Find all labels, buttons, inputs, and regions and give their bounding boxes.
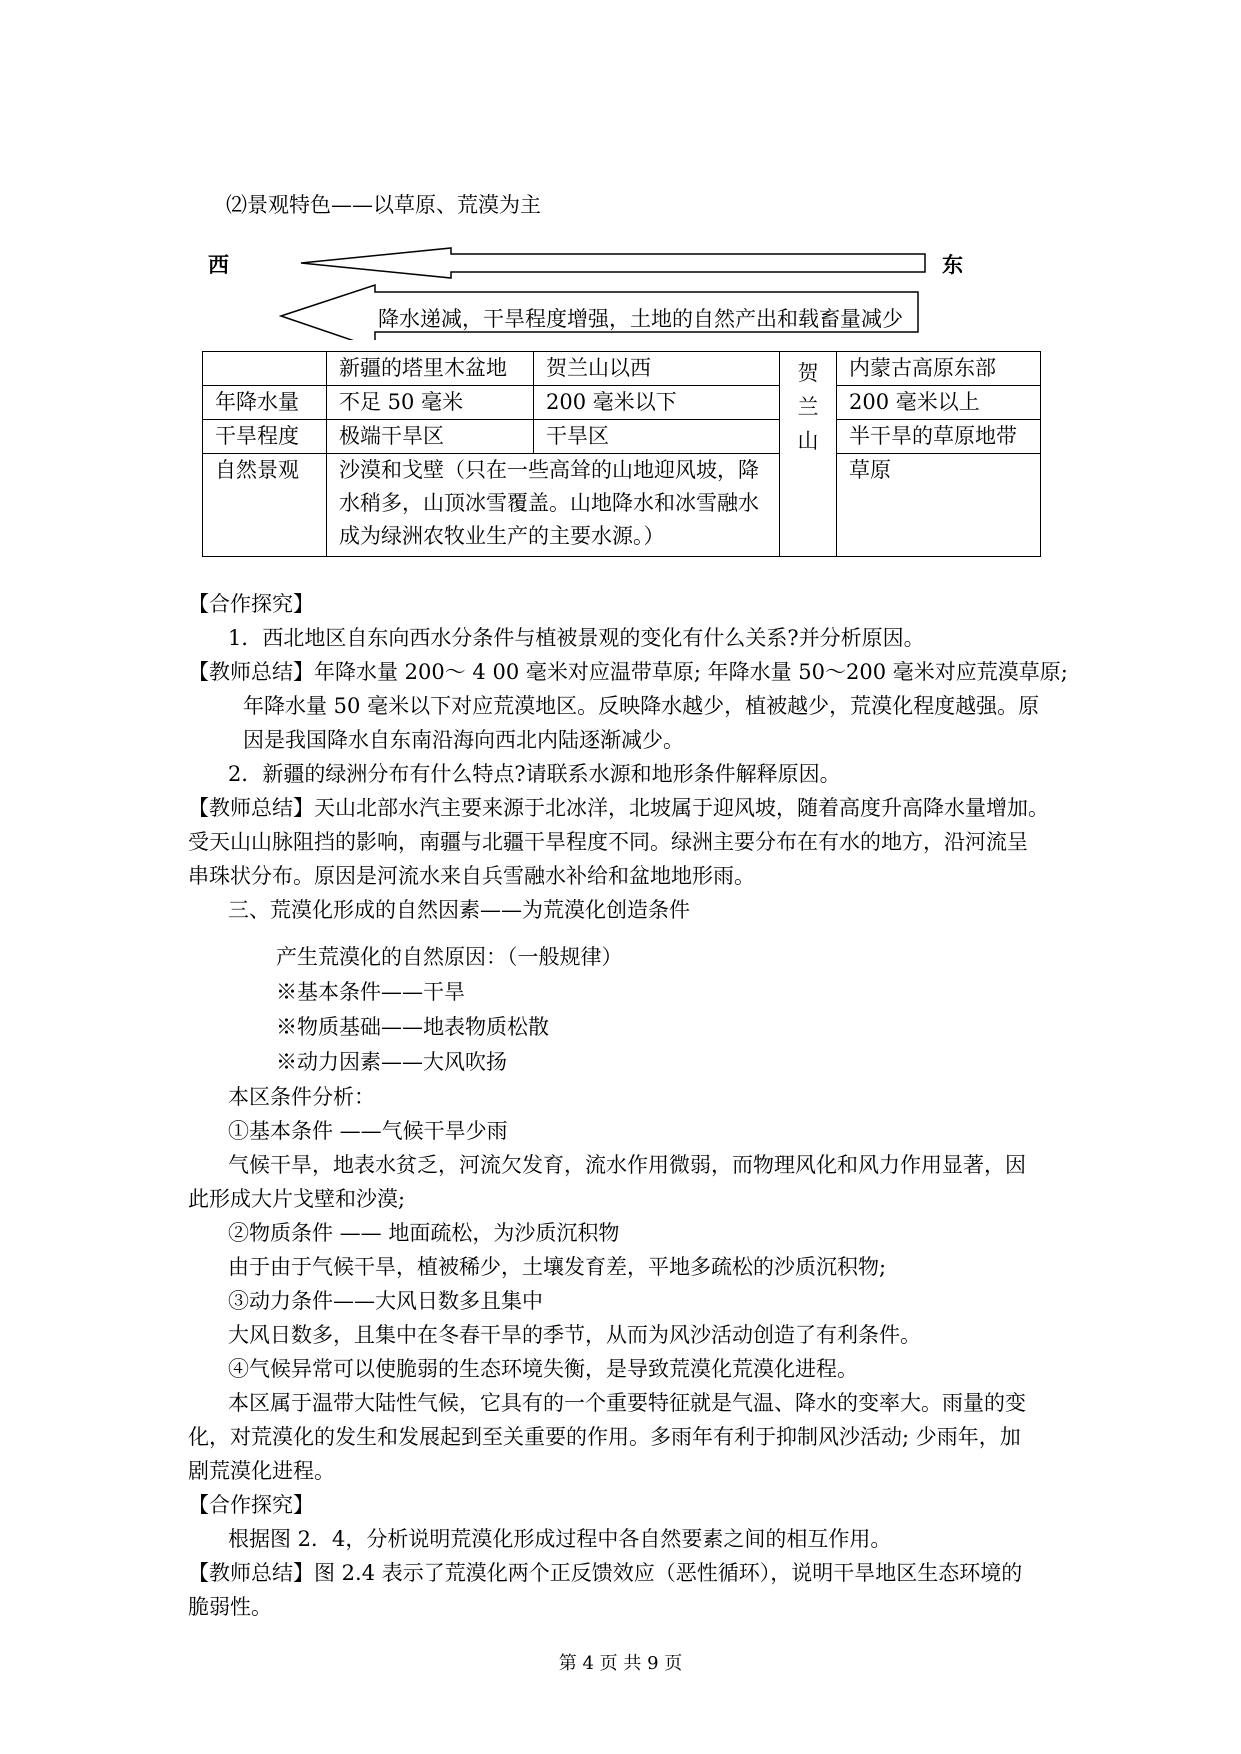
body-text: ※动力因素——大风吹扬 bbox=[276, 1050, 507, 1074]
east-label: 东 bbox=[942, 252, 963, 277]
page-footer: 第 4 页 共 9 页 bbox=[558, 1653, 683, 1674]
answer-text: 【教师总结】图 2.4 表示了荒漠化两个正反馈效应（恶性循环），说明干旱地区生态环境的 bbox=[188, 1561, 1023, 1585]
table-cell: 极端干旱区 bbox=[327, 420, 534, 454]
answer-text: 受天山山脉阻挡的影响，南疆与北疆干旱程度不同。绿洲主要分布在有水的地方，沿河流呈 bbox=[188, 830, 1028, 854]
table-cell: 200 毫米以上 bbox=[837, 386, 1041, 420]
header-tarim: 新疆的塔里木盆地 bbox=[327, 352, 534, 386]
body-text: ※基本条件——干旱 bbox=[276, 980, 465, 1004]
body-text: ④气候异常可以使脆弱的生态环境失衡，是导致荒漠化荒漠化进程。 bbox=[228, 1357, 858, 1381]
upper-arrow bbox=[301, 248, 925, 278]
header-west-helan: 贺兰山以西 bbox=[534, 352, 780, 386]
answer-text: 因是我国降水自东南沿海向西北内陆逐渐减少。 bbox=[243, 728, 684, 752]
answer-text: 【教师总结】年降水量 200～ 4 00 毫米对应温带草原; 年降水量 50～200 毫米对应荒漠草原; bbox=[188, 660, 1068, 684]
body-text: 大风日数多，且集中在冬春干旱的季节，从而为风沙活动创造了有利条件。 bbox=[228, 1323, 921, 1347]
body-text: ※物质基础——地表物质松散 bbox=[276, 1015, 549, 1039]
row-label: 自然景观 bbox=[203, 454, 327, 557]
arrow-diagram bbox=[0, 0, 1241, 340]
west-label: 西 bbox=[208, 252, 229, 277]
table-row bbox=[203, 386, 1041, 420]
answer-text: 【教师总结】天山北部水汽主要来源于北冰洋，北坡属于迎风坡，随着高度升高降水量增加。 bbox=[188, 796, 1049, 820]
comparison-table bbox=[202, 351, 1040, 557]
table-cell: 草原 bbox=[837, 454, 1041, 557]
section-heading: 三、荒漠化形成的自然因素——为荒漠化创造条件 bbox=[228, 898, 690, 922]
arrow-caption: 降水递减，干旱程度增强，土地的自然产出和载畜量减少 bbox=[378, 307, 903, 331]
body-text: 由于由于气候干旱，植被稀少，土壤发育差，平地多疏松的沙质沉积物; bbox=[228, 1255, 887, 1279]
table-cell: 半干旱的草原地带 bbox=[837, 420, 1041, 454]
table-cell: 200 毫米以下 bbox=[534, 386, 780, 420]
body-text: 根据图 2．4，分析说明荒漠化形成过程中各自然要素之间的相互作用。 bbox=[228, 1527, 892, 1551]
landscape-description: 沙漠和戈壁（只在一些高耸的山地迎风坡，降水稍多，山顶冰雪覆盖。山地降水和冰雪融水成为绿洲农牧业生产的主要水源。） bbox=[327, 454, 780, 557]
answer-text: 脆弱性。 bbox=[188, 1595, 272, 1619]
table-row bbox=[203, 454, 1041, 557]
section-label: 【合作探究】 bbox=[188, 1493, 314, 1517]
body-text: ①基本条件 ——气候干旱少雨 bbox=[228, 1119, 508, 1143]
section-label: 【合作探究】 bbox=[188, 592, 314, 616]
body-text: 气候干旱，地表水贫乏，河流欠发育，流水作用微弱，而物理风化和风力作用显著，因 bbox=[228, 1153, 1026, 1177]
body-text: 本区属于温带大陆性气候，它具有的一个重要特征就是气温、降水的变率大。雨量的变 bbox=[228, 1391, 1026, 1415]
row-label: 年降水量 bbox=[203, 386, 327, 420]
body-text: 化，对荒漠化的发生和发展起到至关重要的作用。多雨年有利于抑制风沙活动; 少雨年，加 bbox=[188, 1425, 1021, 1449]
question-text: 1．西北地区自东向西水分条件与植被景观的变化有什么关系?并分析原因。 bbox=[228, 626, 925, 650]
header-empty bbox=[203, 352, 327, 386]
question-text: 2．新疆的绿洲分布有什么特点?请联系水源和地形条件解释原因。 bbox=[228, 762, 841, 786]
header-inner-mongolia: 内蒙古高原东部 bbox=[837, 352, 1041, 386]
row-label: 干旱程度 bbox=[203, 420, 327, 454]
answer-text: 串珠状分布。原因是河流水来自兵雪融水补给和盆地地形雨。 bbox=[188, 864, 755, 888]
body-text: 此形成大片戈壁和沙漠; bbox=[188, 1187, 406, 1211]
body-text: 本区条件分析： bbox=[228, 1085, 375, 1109]
answer-text: 年降水量 50 毫米以下对应荒漠地区。反映降水越少，植被越少，荒漠化程度越强。原 bbox=[243, 694, 1040, 718]
body-text: 剧荒漠化进程。 bbox=[188, 1459, 335, 1483]
table-cell: 干旱区 bbox=[534, 420, 780, 454]
table-cell: 不足 50 毫米 bbox=[327, 386, 534, 420]
body-text: ③动力条件——大风日数多且集中 bbox=[228, 1289, 543, 1313]
table-row bbox=[203, 420, 1041, 454]
section-heading: ⑵景观特色——以草原、荒漠为主 bbox=[226, 193, 541, 217]
body-text: ②物质条件 —— 地面疏松，为沙质沉积物 bbox=[228, 1221, 620, 1245]
helan-divider: 贺 兰 山 bbox=[780, 352, 837, 557]
body-text: 产生荒漠化的自然原因：（一般规律） bbox=[276, 945, 623, 969]
